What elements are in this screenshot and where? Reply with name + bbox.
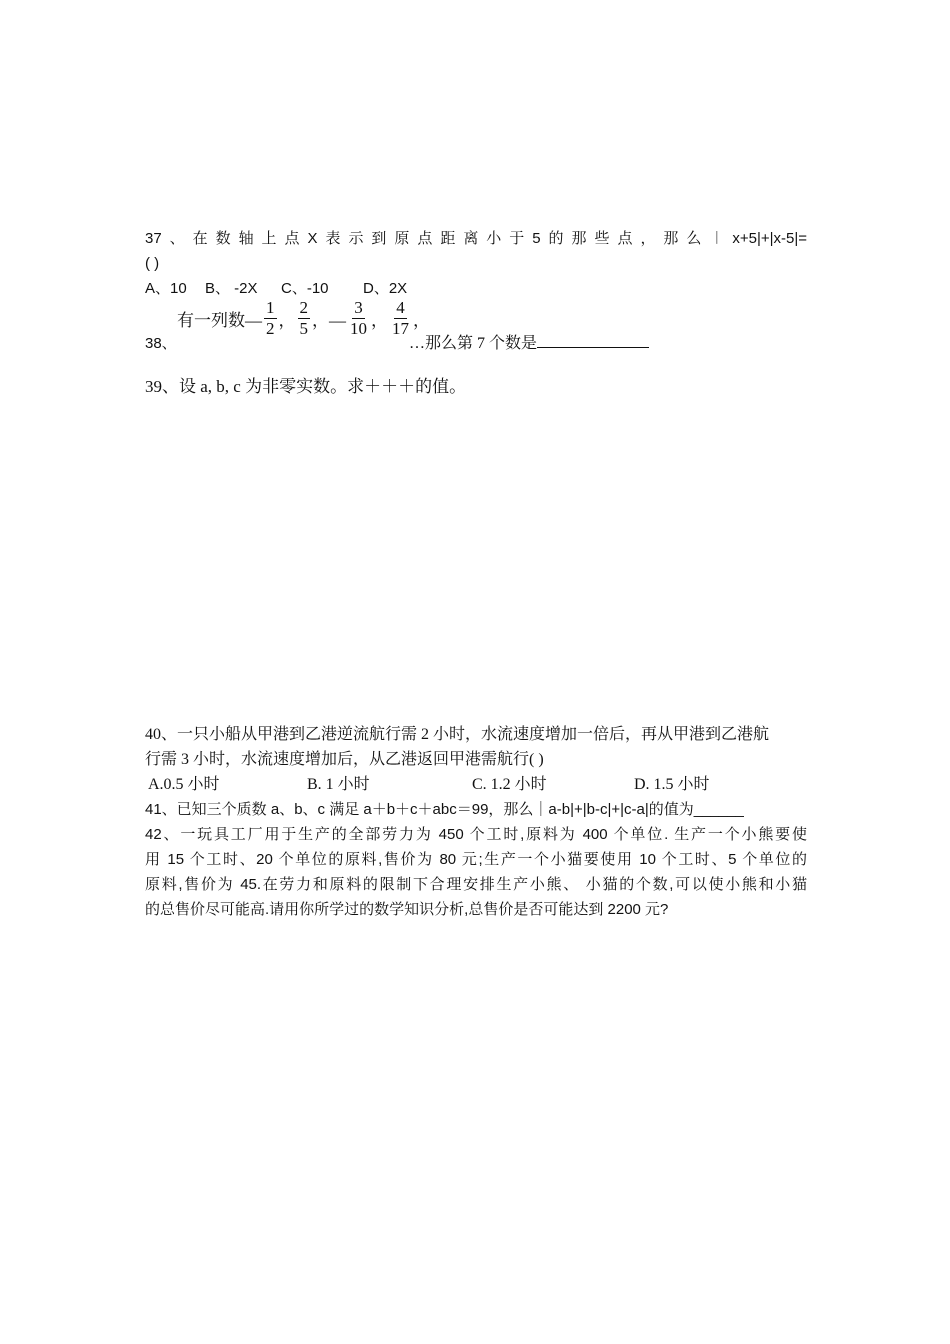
answer-blank — [537, 331, 649, 348]
question-42-line-2: 用 15 个工时、20 个单位的原料,售价为 80 元;生产一个小猫要使用 10 个工时、5 个单位的 — [145, 851, 807, 868]
fraction-3: $\frac{3}{10}$ — [350, 298, 367, 338]
sequence-lead: 有一列数— — [177, 311, 262, 330]
question-37-paren: ( ) — [145, 255, 160, 272]
question-42-line-3: 原料,售价为 45.在劳力和原料的限制下合理安排生产小熊、 小猫的个数,可以使小熊和小猫 — [145, 876, 807, 893]
question-40 — [145, 722, 807, 797]
question-41: 41、已知三个质数 a、b、c 满足 a＋b＋c＋abc＝99，那么｜a-b|+|b-c|+|c-a|的值为______ — [145, 801, 744, 818]
sep-2: ，— — [312, 311, 346, 330]
question-38-tail — [409, 330, 649, 353]
question-37-stem: 37、在数轴上点X表示到原点距离小于5的那些点，那么︱x+5|+|x-5|= — [145, 230, 807, 247]
option-a: A.0.5 小时 — [148, 776, 220, 793]
question-39: 39、设 a, b, c 为非零实数。求＋＋＋的值。 — [145, 377, 467, 396]
question-42 — [145, 822, 807, 922]
option-a: A、10 — [145, 280, 187, 297]
sep-4: ， — [413, 311, 430, 330]
fraction-4: $\frac{4}{17}$ — [392, 298, 409, 338]
sequence — [177, 298, 430, 339]
question-42-line-1: 42、一玩具工厂用于生产的全部劳力为 450 个工时,原料为 400 个单位. 生产一个小熊要使 — [145, 826, 807, 843]
option-d: D、2X — [363, 280, 408, 297]
question-42-line-4: 的总售价尽可能高.请用你所学过的数学知识分析,总售价是否可能达到 2200 元? — [145, 901, 669, 918]
sep-1: ， — [278, 311, 296, 330]
question-37 — [145, 226, 807, 301]
option-d: D. 1.5 小时 — [634, 776, 710, 793]
option-c: C、-10 — [281, 280, 329, 297]
question-40-line-1: 40、一只小船从甲港到乙港逆流航行需 2 小时，水流速度增加一倍后，再从甲港到乙港航 — [145, 726, 770, 743]
question-38-tail-text: …那么第 7 个数是 — [409, 335, 538, 352]
question-38-number: 38、 — [145, 335, 177, 352]
fraction-2: $\frac{2}{5}$ — [299, 298, 308, 338]
question-40-line-2: 行需 3 小时，水流速度增加后，从乙港返回甲港需航行( ) — [145, 751, 544, 768]
fraction-1: $\frac{1}{2}$ — [266, 298, 275, 338]
sep-3: ， — [371, 311, 388, 330]
option-b: B. 1 小时 — [307, 776, 370, 793]
option-c: C. 1.2 小时 — [472, 776, 547, 793]
option-b: B、 -2X — [205, 280, 258, 297]
question-40-options — [145, 772, 807, 797]
question-38 — [145, 298, 807, 354]
